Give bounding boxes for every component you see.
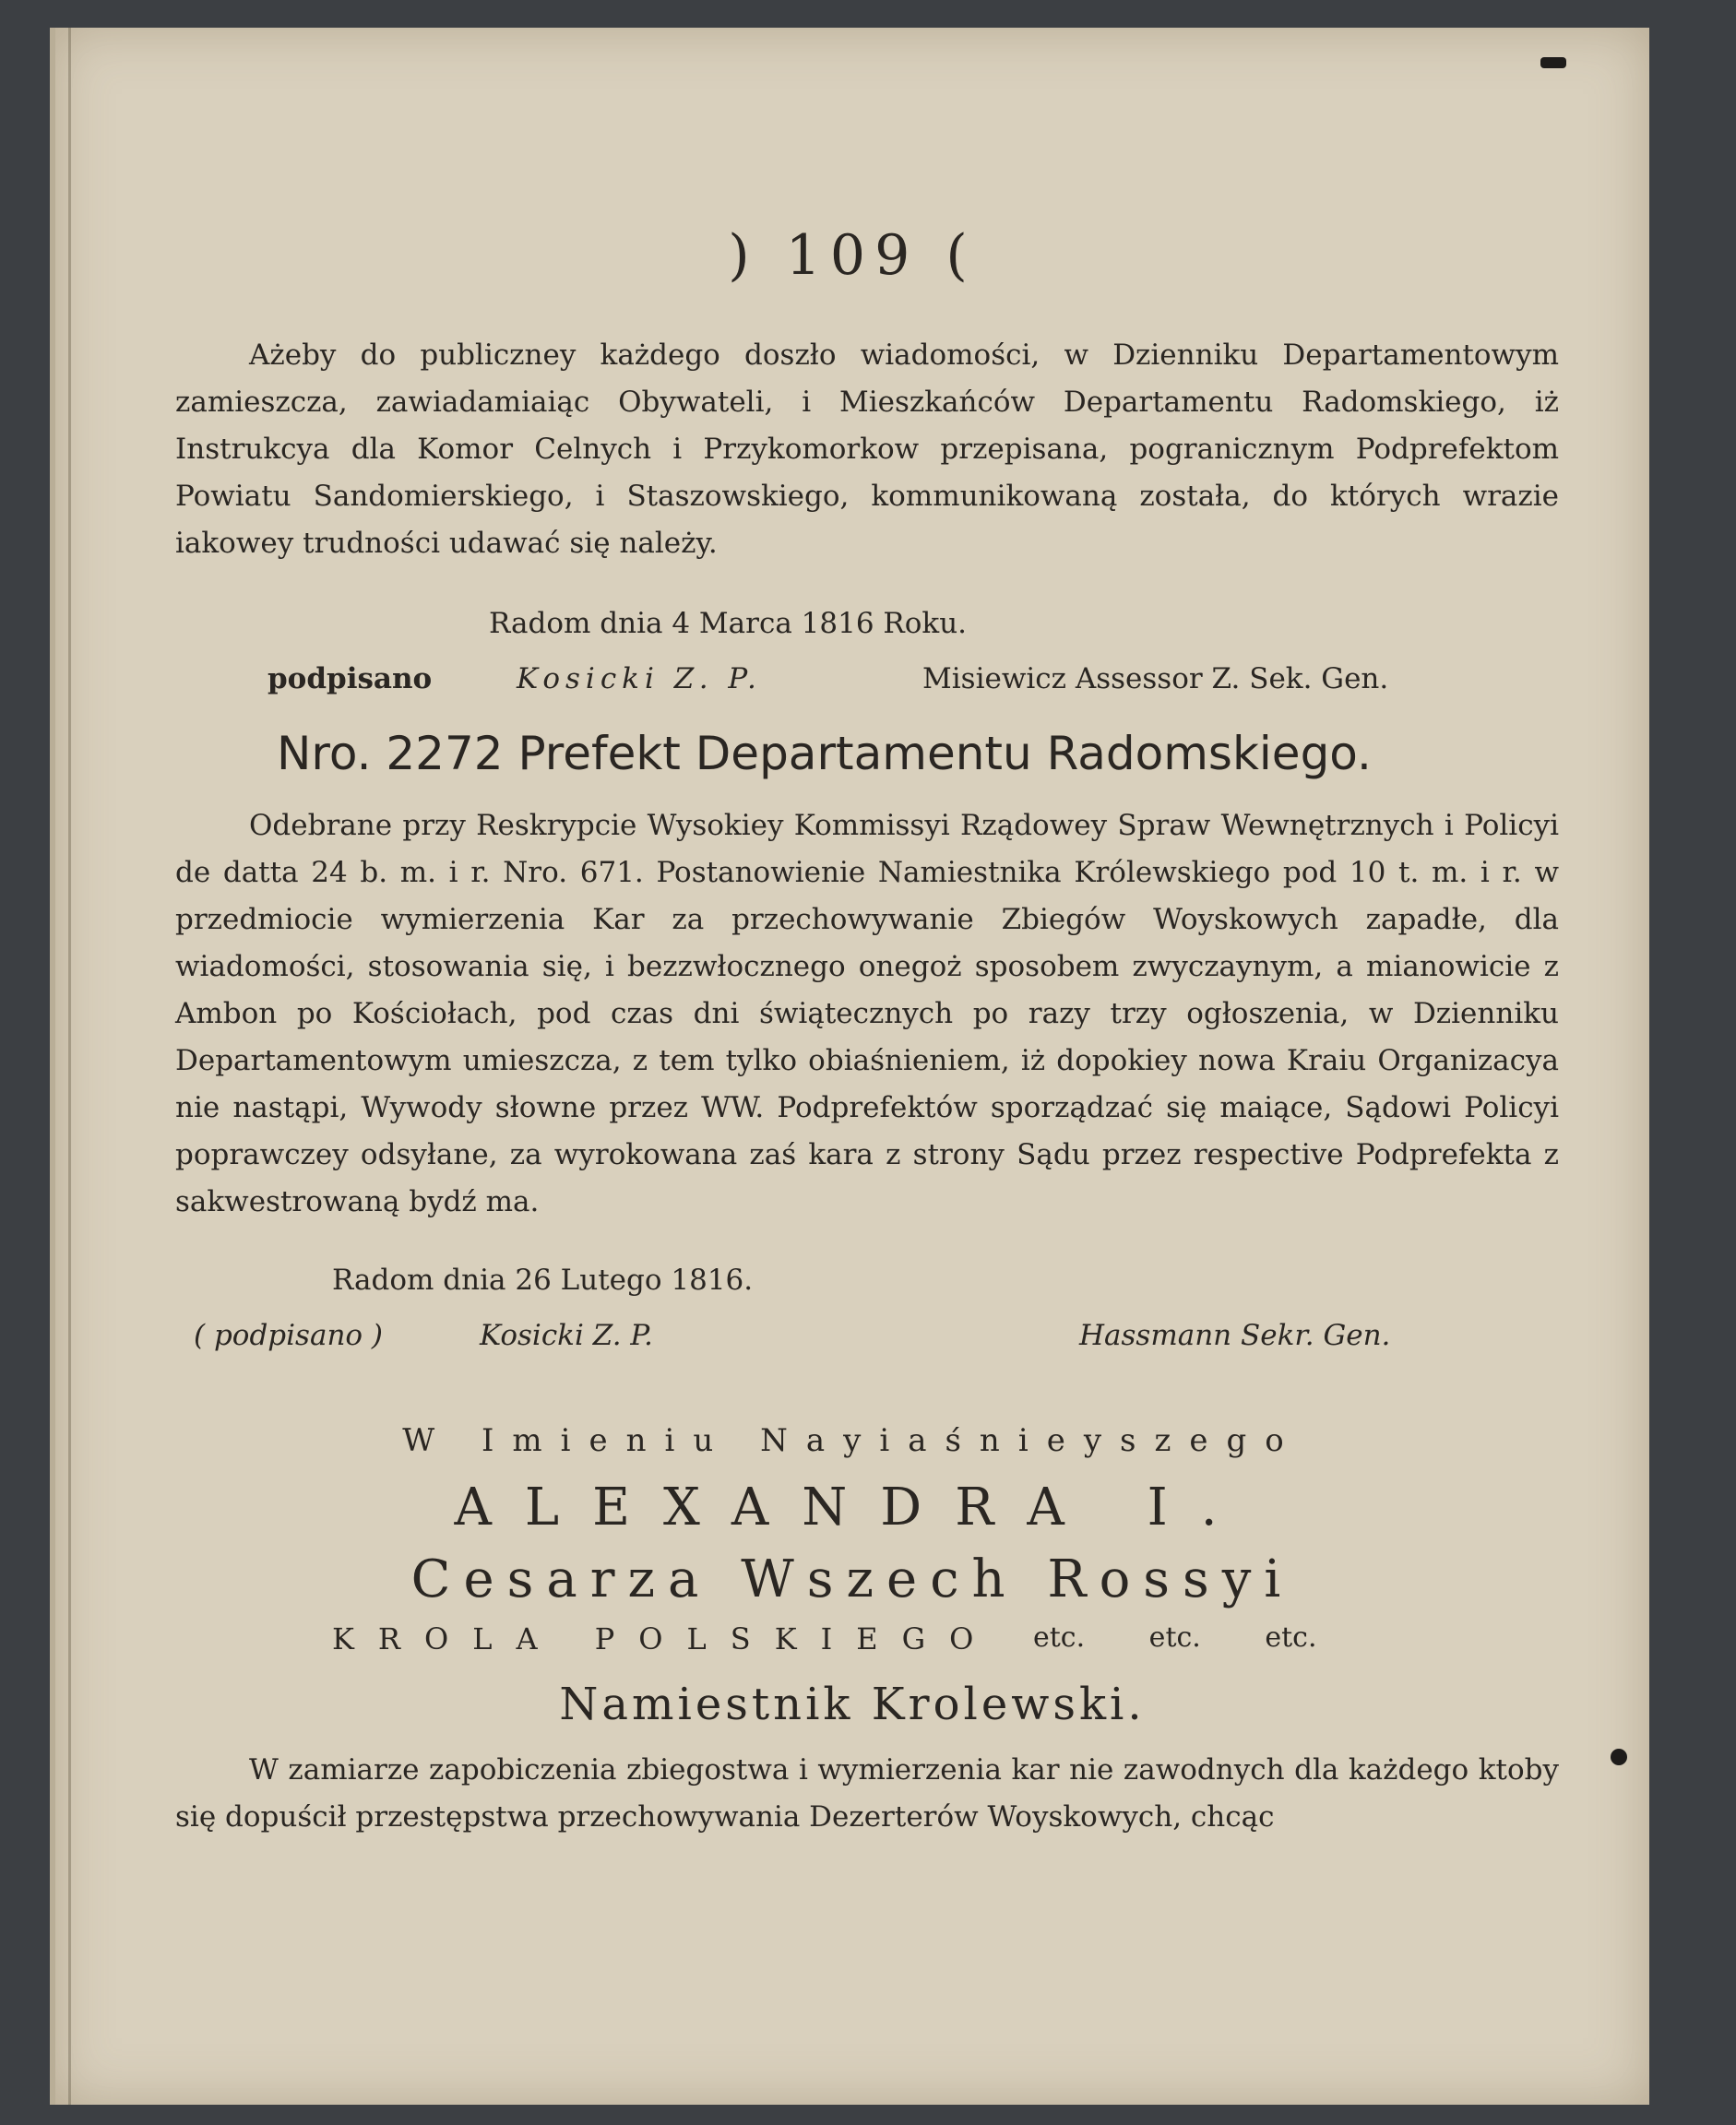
page-number: ) 109 ( <box>728 223 977 288</box>
notice-2-signer-1: Kosicki Z. P. <box>480 1319 653 1352</box>
notice-2-signed-label: ( podpisano ) <box>194 1319 384 1352</box>
notice-1 <box>175 332 1559 567</box>
notice-2 <box>175 802 1559 1226</box>
proclamation-line-2: ALEXANDRA I. <box>454 1478 1251 1537</box>
notice-2-signer-2: Hassmann Sekr. Gen. <box>1079 1319 1391 1352</box>
ink-spot <box>1611 1749 1627 1765</box>
notice-1-signer-2: Misiewicz Assessor Z. Sek. Gen. <box>922 662 1389 695</box>
notice-2-text: Odebrane przy Reskrypcie Wysokiey Kommissyi Rządowey Spraw Wewnętrznych i Policyi de datta 24 b. m. i r. Nro. 671. Postanowienie Namiestnika Królewskiego pod 10 t. m. i r. w przedmiocie wymierzenia Kar za przechowywanie Zbiegów Woyskowych zapadłe, dla wiadomości, stosowania się, i bezzwłocznego onegoż sposobem zwyczaynym, a mianowicie z Ambon po Kościołach, pod czas dni świątecznych po razy trzy ogłoszenia, w Dzienniku Departamentowym umieszcza, z tem tylko obiaśnieniem, iż dopokiey nowa Kraiu Organizacya nie nastąpi, Wywody słowne przez WW. Podprefektów sporządzać się maiące, Sądowi Policyi poprawczey odsyłane, za wyrokowana zaś kara z strony Sądu przez respective Podprefekta z sakwestrowaną bydź ma. <box>175 809 1559 1218</box>
page-fold <box>68 28 71 2105</box>
proclamation-line-4a: KROLA POLSKIEGO <box>332 1621 998 1656</box>
notice-1-signer-1: Kosicki Z. P. <box>517 662 762 695</box>
page-corner-mark <box>1540 57 1566 68</box>
proclamation-text <box>175 1747 1559 1841</box>
proclamation-text-body: W zamiarze zapobiczenia zbiegostwa i wymierzenia kar nie zawodnych dla każdego ktoby się dopuścił przestępstwa przechowywania Dezerterów Woyskowych, chcąc <box>175 1753 1559 1834</box>
heading: Nro. 2272 Prefekt Departamentu Radomskiego. <box>277 727 1372 780</box>
proclamation-line-4b: etc. etc. etc. <box>1033 1621 1317 1654</box>
notice-1-text: Ażeby do publiczney każdego doszło wiadomości, w Dzienniku Departamentowym zamieszcza, zawiadamiaiąc Obywateli, i Mieszkańców Departamentu Radomskiego, iż Instrukcya dla Komor Celnych i Przykomorkow przepisana, pogranicznym Podprefektom Powiatu Sandomierskiego, i Staszowskiego, kommunikowaną została, do których wrazie iakowey trudności udawać się należy. <box>175 338 1559 560</box>
document-page <box>50 28 1649 2105</box>
proclamation-line-5: Namiestnik Krolewski. <box>559 1679 1146 1730</box>
proclamation-line-1: W Imieniu Nayiaśnieyszego <box>402 1422 1302 1459</box>
notice-2-date: Radom dnia 26 Lutego 1816. <box>332 1264 754 1297</box>
notice-1-signed-label: podpisano <box>268 662 433 695</box>
proclamation-line-3: Cesarza Wszech Rossyi <box>410 1549 1294 1609</box>
notice-1-date: Radom dnia 4 Marca 1816 Roku. <box>489 607 968 640</box>
